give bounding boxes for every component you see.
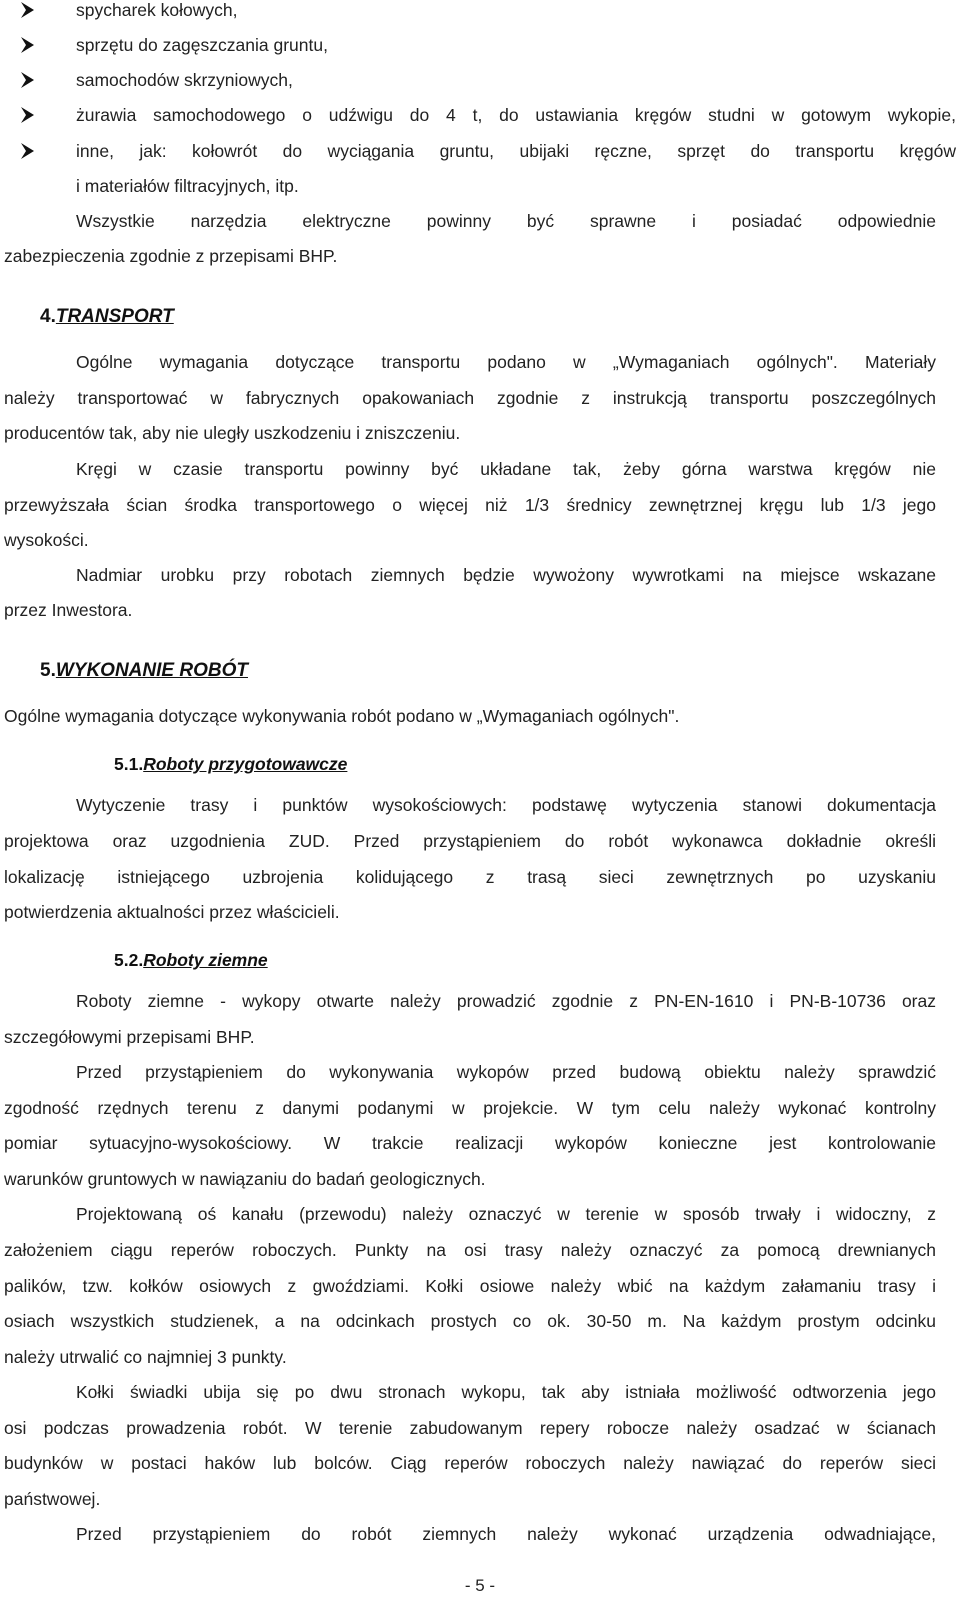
section-title: WYKONANIE ROBÓT <box>55 660 248 681</box>
list-item-continuation: i materiałów filtracyjnych, itp. <box>76 176 299 196</box>
paragraph-line: Nadmiar urobku przy robotach ziemnych będzie wywożony wywrotkami na miejsce wskazane <box>76 565 936 585</box>
paragraph-line: pomiar sytuacyjno-wysokościowy. W trakcie realizacji wykopów konieczne jest kontrolowanie <box>4 1133 936 1153</box>
arrowhead-bullet-icon <box>20 105 36 125</box>
paragraph-line: Wytyczenie trasy i punktów wysokościowych: podstawę wytyczenia stanowi dokumentacja <box>76 795 936 815</box>
document-page: spycharek kołowych, sprzętu do zagęszczania gruntu, samochodów skrzyniowych, żurawia samochodowego o udźwigu do 4 t, do ustawiania kręgów studni w gotowym wykopie, inne, jak: kołowrót do wyciągania gruntu, ubijaki ręczne, sprzęt do transportu kręgów i materiałów filtracyjnych, itp. Wszystkie narzędzia elektryczne powinny być sprawne i posiadać odpowiednie zabezpieczenia zgodnie z przepisami BHP. 4.TRANSPORT Ogólne wymagania dotyczące transportu podano w „Wymaganiach ogólnych". Materiały należy transportować w fabrycznych opakowaniach zgodnie z instrukcją transportu poszczególnych producentów tak, aby nie uległy uszkodzeniu i zniszczeniu. Kręgi w czasie transportu powinny być układane tak, żeby górna warstwa kręgów nie przewyższała ścian środka transportowego o więcej niż 1/3 średnicy zewnętrznej kręgu lub 1/3 jego wysokości. Nadmiar urobku przy robotach ziemnych będzie wywożony wywrotkami na miejsce wskazane przez Inwestora. 5.WYKONANIE ROBÓT Ogólne wymagania dotyczące wykonywania robót podano w „Wymaganiach ogólnych". 5.1.Roboty przygotowawcze Wytyczenie trasy i punktów wysokościowych: podstawę wytyczenia stanowi dokumentacja projektowa oraz uzgodnienia ZUD. Przed przystąpieniem do robót wykonawca dokładnie określi lokalizację istniejącego uzbrojenia kolidującego z trasą sieci zewnętrznych po uzyskaniu potwierdzenia aktualności przez właścicieli. 5.2.Roboty ziemne Roboty ziemne - wykopy otwarte należy prowadzić zgodnie z PN-EN-1610 i PN-B-10736 oraz szczegółowymi przepisami BHP. Przed przystąpieniem do wykonywania wykopów przed budową obiektu należy sprawdzić zgodność rzędnych terenu z danymi podanymi w projekcie. W tym celu należy wykonać kontrolny pomiar sytuacyjno-wysokościowy. W trakcie realizacji wykopów konieczne jest kontrolowanie warunków gruntowych w nawiązaniu do badań geologicznych. Projektowaną oś kanału (przewodu) należy oznaczyć w terenie w sposób trwały i widoczny, z założeniem ciągu reperów roboczych. Punkty na osi trasy należy oznaczyć za pomocą drewnianych palików, tzw. kołków osiowych z gwoździami. Kołki osiowe należy wbić na każdym załamaniu trasy i osiach wszystkich studzienek, a na odcinkach prostych co ok. 30-50 m. Na każdym prostym odcinku należy utrwalić co najmniej 3 punkty. Kołki świadki ubija się po dwu stronach wykopu, tak aby istniała możliwość odtworzenia jego osi podczas prowadzenia robót. W terenie zabudowanym repery robocze należy osadzać w ścianach budynków w postaci haków lub bolców. Ciąg reperów roboczych należy nawiązać do reperów sieci państwowej. Przed przystąpieniem do robót ziemnych należy wykonać urządzenia odwadniające, - 5 - <box>0 0 960 1608</box>
paragraph-line: osiach wszystkich studzienek, a na odcinkach prostych co ok. 30-50 m. Na każdym prostym odcinku <box>4 1311 936 1331</box>
section-heading-wykonanie <box>40 660 248 682</box>
subsection-title: Roboty przygotowawcze <box>143 754 348 774</box>
subsection-number: 5.1. <box>114 754 144 774</box>
paragraph-line: palików, tzw. kołków osiowych z gwoździami. Kołki osiowe należy wbić na każdym załamaniu trasy i <box>4 1276 936 1296</box>
paragraph-line: zabezpieczenia zgodnie z przepisami BHP. <box>4 246 338 266</box>
section-heading-transport <box>40 306 174 328</box>
paragraph-line: projektowa oraz uzgodnienia ZUD. Przed przystąpieniem do robót wykonawca dokładnie określi <box>4 831 936 851</box>
page-number: - 5 - <box>464 1576 496 1595</box>
paragraph-line: Ogólne wymagania dotyczące wykonywania robót podano w „Wymaganiach ogólnych". <box>4 706 680 726</box>
paragraph-line: zgodność rzędnych terenu z danymi podanymi w projekcie. W tym celu należy wykonać kontrolny <box>4 1098 936 1118</box>
arrowhead-bullet-icon <box>20 0 36 20</box>
paragraph-line: państwowej. <box>4 1489 101 1509</box>
arrowhead-bullet-icon <box>20 70 36 90</box>
paragraph-line: Przed przystąpieniem do robót ziemnych należy wykonać urządzenia odwadniające, <box>76 1524 936 1544</box>
paragraph-line: szczegółowymi przepisami BHP. <box>4 1027 255 1047</box>
section-number: 4. <box>40 306 56 327</box>
paragraph-line: lokalizację istniejącego uzbrojenia kolidującego z trasą sieci zewnętrznych po uzyskaniu <box>4 867 936 887</box>
paragraph-line: Ogólne wymagania dotyczące transportu podano w „Wymaganiach ogólnych". Materiały <box>76 352 936 372</box>
paragraph-line: należy transportować w fabrycznych opakowaniach zgodnie z instrukcją transportu poszczególnych <box>4 388 936 408</box>
paragraph-line: Projektowaną oś kanału (przewodu) należy oznaczyć w terenie w sposób trwały i widoczny, z <box>76 1204 936 1224</box>
paragraph-line: Roboty ziemne - wykopy otwarte należy prowadzić zgodnie z PN-EN-1610 i PN-B-10736 oraz <box>76 991 936 1011</box>
paragraph-line: Przed przystąpieniem do wykonywania wykopów przed budową obiektu należy sprawdzić <box>76 1062 936 1082</box>
paragraph-line: wysokości. <box>4 530 89 550</box>
paragraph-line: potwierdzenia aktualności przez właścicieli. <box>4 902 340 922</box>
paragraph-line: warunków gruntowych w nawiązaniu do badań geologicznych. <box>4 1169 486 1189</box>
arrowhead-bullet-icon <box>20 35 36 55</box>
paragraph-line: Kręgi w czasie transportu powinny być układane tak, żeby górna warstwa kręgów nie <box>76 459 936 479</box>
subsection-number: 5.2. <box>114 950 144 970</box>
paragraph-line: osi podczas prowadzenia robót. W terenie zabudowanym repery robocze należy osadzać w ścianach <box>4 1418 936 1438</box>
paragraph-line: Kołki świadki ubija się po dwu stronach wykopu, tak aby istniała możliwość odtworzenia jego <box>76 1382 936 1402</box>
paragraph-line: przez Inwestora. <box>4 600 133 620</box>
section-title: TRANSPORT <box>55 306 174 327</box>
subsection-title: Roboty ziemne <box>143 950 268 970</box>
paragraph-line: należy utrwalić co najmniej 3 punkty. <box>4 1347 287 1367</box>
paragraph-line: producentów tak, aby nie uległy uszkodzeniu i zniszczeniu. <box>4 423 461 443</box>
arrowhead-bullet-icon <box>20 141 36 161</box>
paragraph-line: przewyższała ścian środka transportowego o więcej niż 1/3 średnicy zewnętrznej kręgu lub 1/3 jego <box>4 495 936 515</box>
subsection-heading-przygotowawcze <box>114 754 347 775</box>
subsection-heading-ziemne <box>114 950 268 971</box>
paragraph-line: Wszystkie narzędzia elektryczne powinny być sprawne i posiadać odpowiednie <box>76 211 936 231</box>
paragraph-line: budynków w postaci haków lub bolców. Ciąg reperów roboczych należy nawiązać do reperów sieci <box>4 1453 936 1473</box>
section-number: 5. <box>40 660 56 681</box>
paragraph-line: założeniem ciągu reperów roboczych. Punkty na osi trasy należy oznaczyć za pomocą drewnianych <box>4 1240 936 1260</box>
